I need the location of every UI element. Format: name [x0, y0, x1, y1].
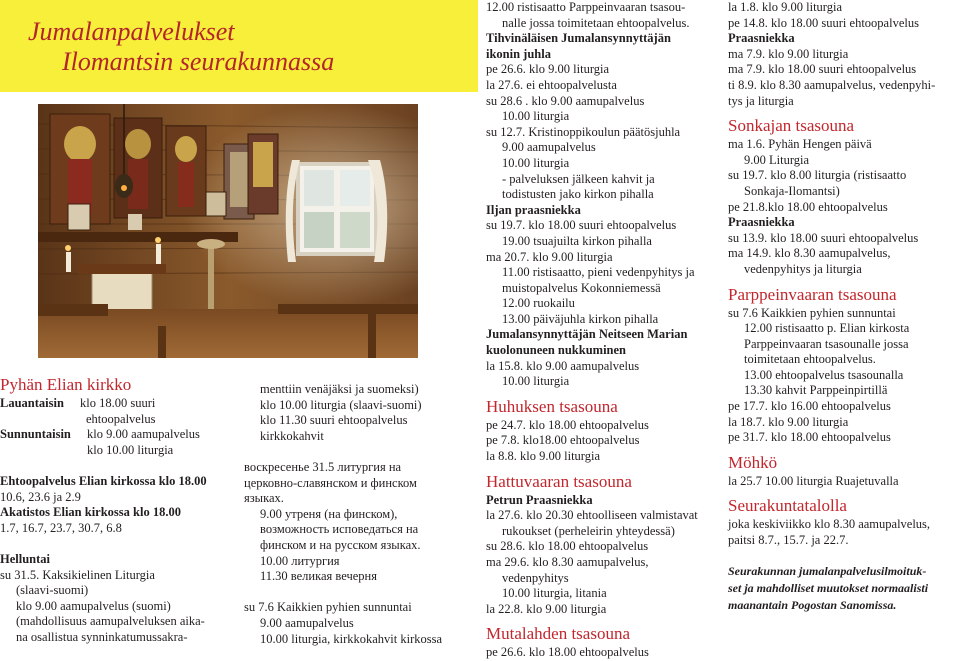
text-line: ma 20.7. klo 9.00 liturgia	[486, 249, 613, 264]
feast-title: Jumalansynnyttäjän Neitseen Marian	[486, 327, 688, 342]
text-line: menttiin venäjäksi ja suomeksi)	[260, 382, 419, 396]
text-line: языках.	[244, 491, 284, 506]
text-line: Sonkaja-Ilomantsi)	[744, 183, 840, 198]
text-line: tys ja liturgia	[728, 93, 794, 108]
text-line: 12.00 ristisaatto Parppeinvaaran tsasou-	[486, 0, 686, 14]
text-line: 19.00 tsuajuilta kirkon pihalla	[502, 233, 652, 248]
text-line: 10.00 liturgia, kirkkokahvit kirkossa	[260, 631, 443, 646]
text-line: klo 11.30 suuri ehtoopalvelus	[260, 413, 408, 428]
schedule-row	[0, 427, 238, 443]
feast-title: Tihvinäläisen Jumalansynnyttäjän	[486, 31, 671, 46]
text-line: la 22.8. klo 9.00 liturgia	[486, 601, 607, 616]
section-heading: Mutalahden tsasouna	[486, 624, 630, 644]
text-line: возможность исповедаться на	[260, 522, 419, 537]
text-line: 11.00 ristisaatto, pieni vedenpyhitys ja	[502, 265, 695, 280]
text-line: 10.00 liturgia	[502, 374, 570, 389]
day-label	[0, 412, 86, 428]
text-line: 10.00 liturgia	[502, 155, 570, 170]
text-line: klo 10.00 liturgia (slaavi-suomi)	[260, 397, 422, 412]
text-line: (slaavi-suomi)	[16, 583, 89, 598]
section-heading: Sonkajan tsasouna	[728, 116, 855, 136]
text-line: la 1.8. klo 9.00 liturgia	[728, 0, 842, 14]
text-line: финском и на русском языках.	[260, 537, 421, 552]
text-line: su 7.6 Kaikkien pyhien sunnuntai	[244, 600, 412, 615]
text-line: 9.00 aamupalvelus	[502, 140, 596, 155]
text-line: ma 29.6. klo 8.30 aamupalvelus,	[486, 555, 649, 569]
text-line: todistusten jako kirkon pihalla	[502, 187, 654, 202]
text-line: (mahdollisuus aamupalveluksen aika-	[16, 614, 205, 629]
text-line: 9.00 утреня (на финском),	[260, 506, 398, 521]
text-line: la 8.8. klo 9.00 liturgia	[486, 449, 600, 464]
text-line: церковно-славянском и финском	[244, 475, 417, 490]
day-label	[0, 443, 87, 459]
text-line: 9.00 Liturgia	[744, 152, 810, 167]
text-line: joka keskiviikko klo 8.30 aamupalvelus,	[728, 517, 931, 532]
text-line: pe 24.7. klo 18.00 ehtoopalvelus	[486, 417, 649, 432]
text-line: su 12.7. Kristinoppikoulun päätösjuhla	[486, 124, 681, 139]
day-label: Sunnuntaisin	[0, 427, 71, 442]
text-line: ma 7.9. klo 18.00 suuri ehtoopalvelus	[728, 62, 917, 77]
text-line: la 15.8. klo 9.00 aamupalvelus	[486, 358, 640, 373]
section-heading: Parppeinvaaran tsasouna	[728, 284, 897, 304]
text-line: kirkkokahvit	[260, 428, 324, 443]
text-line: muistopalvelus Kokonniemessä	[502, 280, 661, 295]
text-line: pe 17.7. klo 16.00 ehtoopalvelus	[728, 399, 891, 414]
text-line: - palveluksen jälkeen kahvit ja	[502, 171, 655, 186]
text-line: toimitetaan ehtoopalvelus.	[744, 352, 876, 367]
feast-title: kuolonuneen nukkuminen	[486, 343, 627, 358]
schedule-row	[0, 412, 238, 428]
column-four	[728, 0, 959, 614]
text-line: pe 26.6. klo 9.00 liturgia	[486, 62, 610, 77]
text-line: su 31.5. Kaksikielinen Liturgia	[0, 567, 155, 582]
section-heading: Hattuvaaran tsasouna	[486, 471, 632, 491]
section-heading: Seurakuntatalolla	[728, 496, 847, 516]
column-helluntai-cont	[244, 382, 476, 647]
schedule-row	[0, 396, 238, 412]
text-line: ma 7.9. klo 9.00 liturgia	[728, 46, 849, 61]
page-title: Jumalanpalvelukset	[28, 17, 235, 46]
text-line: su 19.7. klo 18.00 suuri ehtoopalvelus	[486, 218, 677, 233]
column-three	[486, 0, 718, 661]
text-line: pe 26.6. klo 18.00 ehtoopalvelus	[486, 645, 649, 660]
text-line: su 19.7. klo 8.00 liturgia (ristisaatto	[728, 168, 907, 183]
service-text: klo 10.00 liturgia	[87, 442, 174, 457]
service-text: klo 18.00 suuri	[80, 396, 156, 410]
text-line: воскресенье 31.5 литургия на	[244, 459, 402, 474]
text-line: ti 8.9. klo 8.30 aamupalvelus, vedenpyhi-	[728, 77, 936, 92]
column-elian-kirkko	[0, 374, 238, 646]
text-line: pe 31.7. klo 18.00 ehtoopalvelus	[728, 430, 891, 445]
text-line: su 7.6 Kaikkien pyhien sunnuntai	[728, 305, 896, 320]
text-line: su 13.9. klo 18.00 suuri ehtoopalvelus	[728, 230, 919, 245]
text-line: Helluntai	[0, 551, 51, 566]
text-line: la 27.6. klo 20.30 ehtoolliseen valmistavat	[486, 508, 698, 523]
schedule-row	[0, 443, 238, 459]
text-line: la 27.6. ei ehtoopalvelusta	[486, 77, 617, 92]
text-line: 13.00 ehtoopalvelus tsasounalla	[744, 367, 904, 382]
text-line: 10.00 литургия	[260, 553, 340, 568]
text-line: rukoukset (perheleirin yhteydessä)	[502, 523, 675, 538]
text-line: 12.00 ruokailu	[502, 296, 575, 311]
service-text: klo 9.00 aamupalvelus	[87, 427, 200, 442]
text-line: 13.00 päiväjuhla kirkon pihalla	[502, 311, 659, 326]
text-line: la 25.7 10.00 liturgia Ruajetuvalla	[728, 473, 899, 488]
text-line: pe 21.8.klo 18.00 ehtoopalvelus	[728, 199, 888, 214]
text-line: klo 9.00 aamupalvelus (suomi)	[16, 598, 171, 613]
text-line: 12.00 ristisaatto p. Elian kirkosta	[744, 321, 910, 336]
text-line: pe 14.8. klo 18.00 suuri ehtoopalvelus	[728, 15, 919, 30]
text-line: 10.6, 23.6 ja 2.9	[0, 489, 81, 504]
text-line: ma 1.6. Pyhän Hengen päivä	[728, 137, 872, 152]
church-interior-photo	[38, 104, 418, 358]
feast-title: ikonin juhla	[486, 46, 551, 61]
text-line: la 18.7. klo 9.00 liturgia	[728, 414, 849, 429]
section-heading: Pyhän Elian kirkko	[0, 375, 132, 394]
text-line: su 28.6. klo 18.00 ehtoopalvelus	[486, 539, 649, 554]
text-line: na osallistua synninkatumussakra-	[16, 629, 188, 644]
text-line: 10.00 liturgia	[502, 109, 570, 124]
page-subtitle: Ilomantsin seurakunnassa	[62, 47, 335, 76]
text-line: 10.00 liturgia, litania	[502, 586, 607, 601]
text-line: ma 14.9. klo 8.30 aamupalvelus,	[728, 246, 891, 261]
text-line: nalle jossa toimitetaan ehtoopalvelus.	[502, 15, 690, 30]
section-heading: Huhuksen tsasouna	[486, 396, 618, 416]
text-line: 9.00 aamupalvelus	[260, 615, 354, 630]
text-line: paitsi 8.7., 15.7. ja 22.7.	[728, 533, 849, 548]
text-line: vedenpyhitys	[502, 570, 569, 585]
service-text: ehtoopalvelus	[86, 411, 156, 426]
day-label: Lauantaisin	[0, 396, 64, 410]
text-line: 1.7, 16.7, 23.7, 30.7, 6.8	[0, 520, 122, 535]
feast-title: Iljan praasniekka	[486, 202, 581, 217]
text-line: su 28.6 . klo 9.00 aamupalvelus	[486, 93, 645, 108]
section-heading: Möhkö	[728, 452, 778, 472]
text-line: Akatistos Elian kirkossa klo 18.00	[0, 505, 181, 520]
feast-title: Petrun Praasniekka	[486, 492, 593, 507]
text-line: 13.30 kahvit Parppeinpirtillä	[744, 383, 888, 398]
feast-title: Praasniekka	[728, 215, 795, 230]
feast-title: Praasniekka	[728, 31, 795, 46]
text-line: Ehtoopalvelus Elian kirkossa klo 18.00	[0, 473, 207, 488]
title-banner	[0, 0, 478, 92]
notice-text: Seurakunnan jumalanpalvelusilmoituk- set ja mahdolliset muutokset normaalisti maanantain Pogostan Sanomissa.	[728, 563, 929, 612]
text-line: Parppeinvaaran tsasounalle jossa	[744, 336, 909, 351]
text-line: vedenpyhitys ja liturgia	[744, 261, 862, 276]
text-line: 11.30 великая вечерня	[260, 569, 377, 584]
text-line: pe 7.8. klo18.00 ehtoopalvelus	[486, 433, 640, 448]
